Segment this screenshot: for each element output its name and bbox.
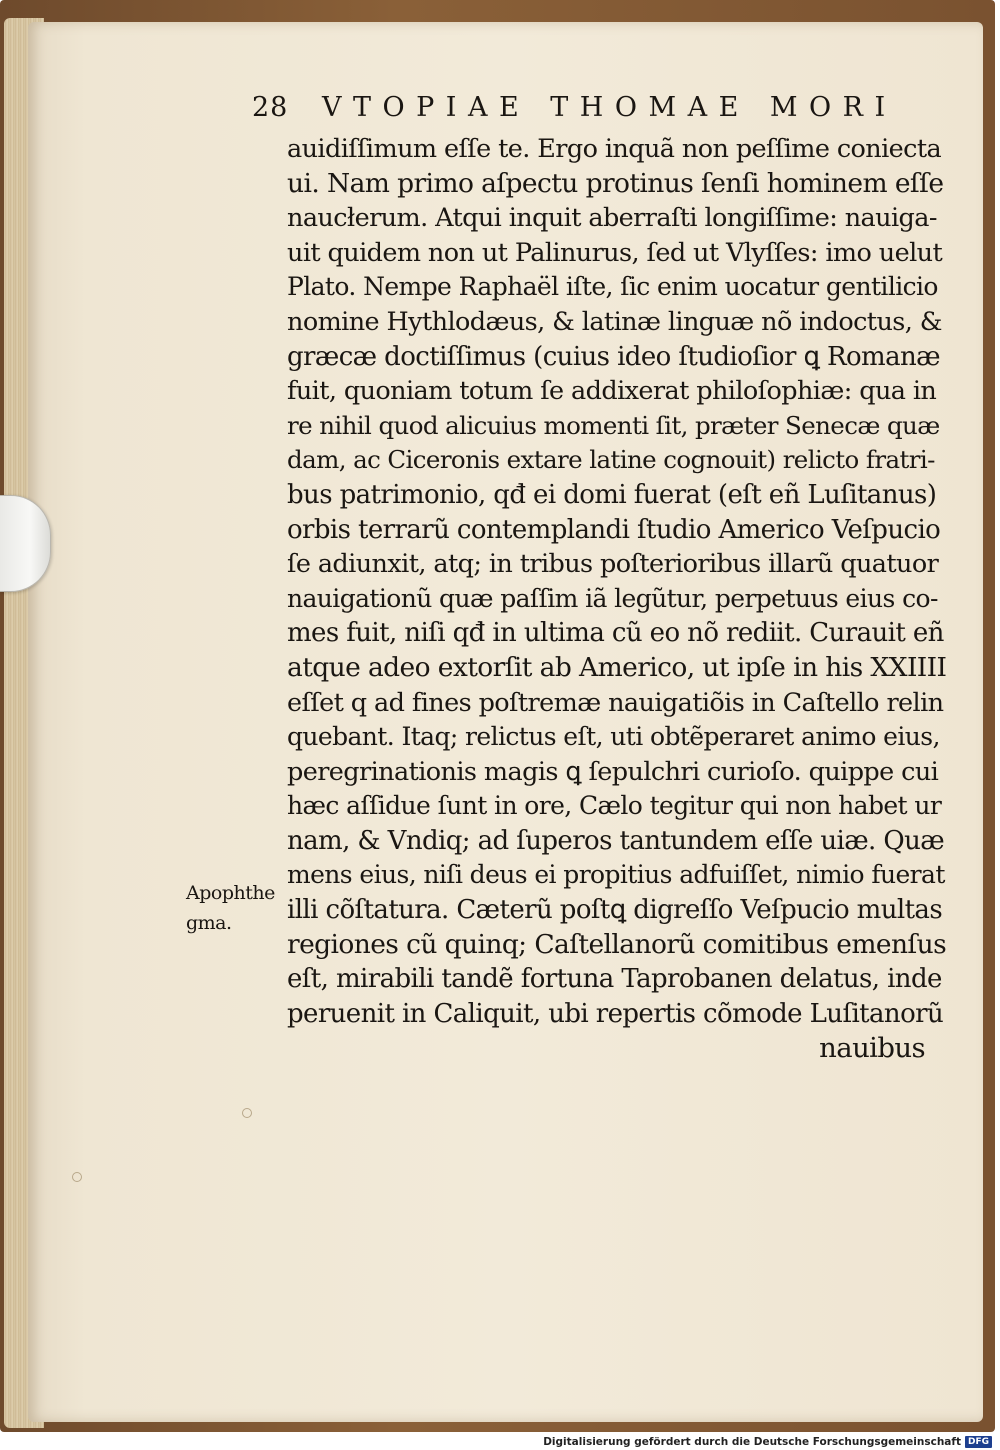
text-line: bus patrimonio, qđ ei domi fuerat (eſt eñ Luſitanus) bbox=[287, 479, 937, 510]
text-line: hæc aſſidue ſunt in ore, Cælo tegitur qui non habet ur bbox=[287, 791, 942, 821]
text-line: regiones cũ quinq; Caſtellanorũ comitibus emenſus bbox=[287, 928, 947, 960]
text-line: Plato. Nempe Raphaël iſte, ſic enim uocatur gentilicio bbox=[287, 272, 938, 302]
page-number: 28 bbox=[252, 92, 289, 123]
dfg-logo-icon: DFG bbox=[965, 1436, 992, 1448]
margin-note-line: gma. bbox=[186, 912, 232, 934]
text-line: ſe adiunxit, atq; in tribus poſterioribus illarũ quatuor bbox=[287, 549, 939, 580]
paper-speck bbox=[72, 1172, 82, 1182]
text-line: ui. Nam primo aſpectu protinus ſenſi hominem eſſe bbox=[287, 167, 944, 199]
text-line: quebant. Itaq; relictus eſt, uti obtẽperaret animo eius, bbox=[287, 722, 940, 752]
text-line: illi cõſtatura. Cæterũ poſtꝗ digreſſo Veſpucio multas bbox=[287, 895, 943, 926]
text-line: re nihil quod alicuius momenti ſit, præter Senecæ quæ bbox=[287, 410, 940, 440]
text-line: orbis terrarũ contemplandi ſtudio Americo Veſpucio bbox=[287, 514, 941, 545]
text-line: nauigationũ quæ paſſim iã legũtur, perpetuus eius co- bbox=[287, 583, 938, 613]
text-line: mes fuit, niſi qđ in ultima cũ eo nõ rediit. Curauit eñ bbox=[287, 618, 944, 649]
text-line: dam, ac Ciceronis extare latine cognouit) relicto fratri- bbox=[287, 445, 935, 475]
margin-note bbox=[186, 878, 286, 938]
digitization-footer bbox=[543, 1435, 992, 1448]
text-line: peregrinationis magis ꝗ ſepulchri curioſo. quippe cui bbox=[287, 756, 939, 787]
text-line: naucłerum. Atqui inquit aberraſti longiſſime: nauiga- bbox=[287, 203, 937, 234]
text-line: atque adeo extorſit ab Americo, ut ipſe in his XXIIII bbox=[287, 651, 947, 683]
text-line: fuit, quoniam totum ſe addixerat philoſophiæ: qua in bbox=[287, 376, 937, 407]
body-text bbox=[287, 132, 947, 1066]
footer-credit: Digitalisierung gefördert durch die Deutsche Forschungsgemeinschaft bbox=[543, 1435, 961, 1448]
catchword: nauibus bbox=[819, 1032, 925, 1065]
text-line: mens eius, niſi deus ei propitius adfuiſſet, nimio fuerat bbox=[287, 860, 945, 890]
text-line: peruenit in Caliquit, ubi repertis cõmode Luſitanorũ bbox=[287, 998, 944, 1029]
text-line: eſt, mirabili tandẽ fortuna Taprobanen delatus, inde bbox=[287, 964, 942, 995]
text-line: græcæ doctiſſimus (cuius ideo ſtudioſior ꝗ Romanæ bbox=[287, 341, 940, 372]
text-line: auidiſſimum eſſe te. Ergo inquã non peſſime coniecta bbox=[287, 134, 942, 164]
margin-note-line: Apophthe bbox=[186, 882, 275, 904]
running-head: VTOPIAE THOMAE MORI bbox=[322, 92, 897, 123]
page-header bbox=[252, 92, 932, 126]
text-line: uit quidem non ut Palinurus, ſed ut Vlyſſes: imo uelut bbox=[287, 237, 943, 268]
paper-speck bbox=[242, 1108, 252, 1118]
text-line: eſſet q ad fines poſtremæ nauigatiõis in Caſtello relin bbox=[287, 687, 944, 718]
text-line: nomine Hythlodæus, & latinæ linguæ nõ indoctus, & bbox=[287, 306, 942, 337]
text-line: nam, & Vndiq; ad ſuperos tantundem eſſe uiæ. Quæ bbox=[287, 825, 945, 856]
